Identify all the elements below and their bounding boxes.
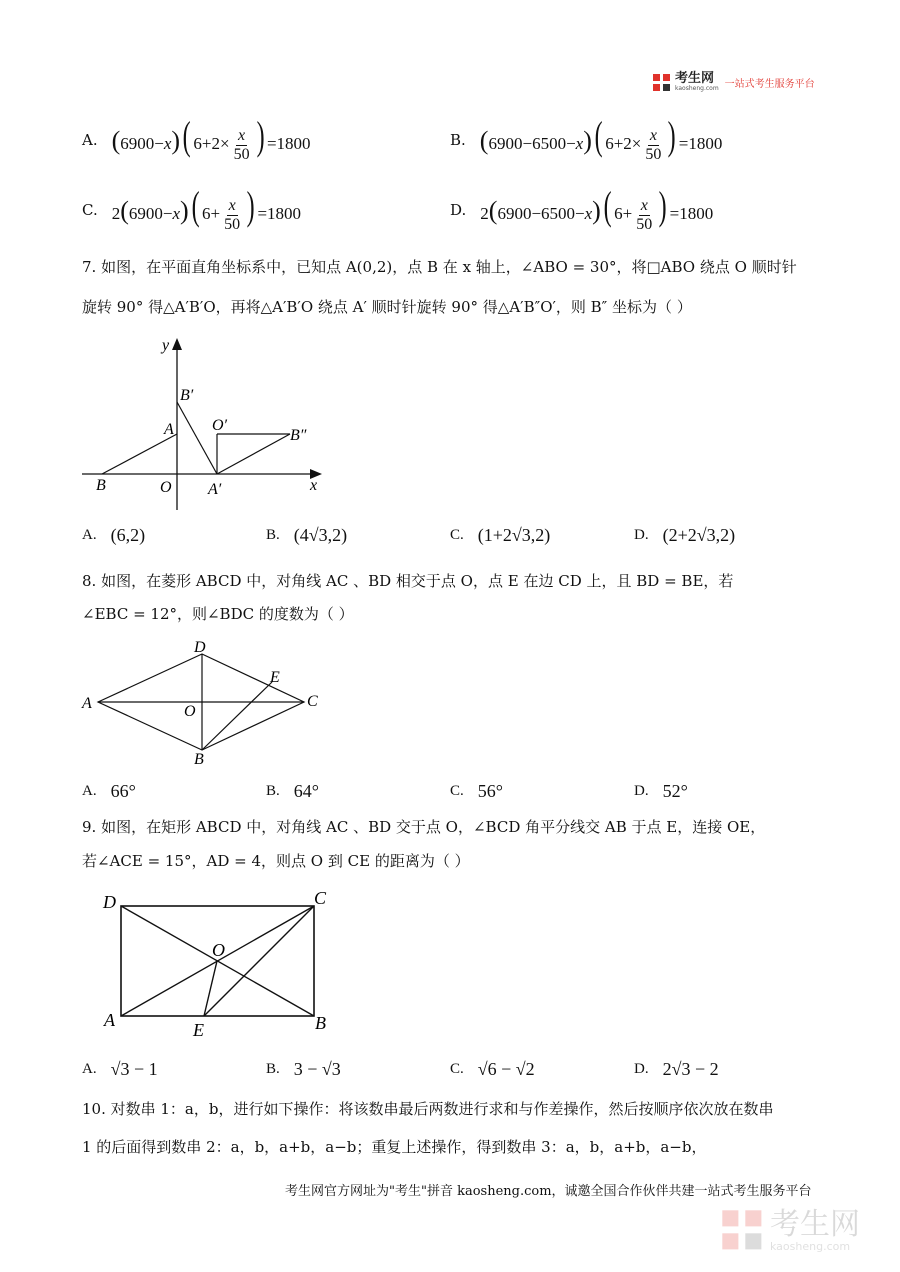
q7-option-d: D. (2+2√3,2) <box>634 524 736 545</box>
q7-label-B: B <box>96 477 106 494</box>
q6-option-d: D. 2(6900−6500−x)( 6+ $\frac{x}{50}$ ) =1800 <box>450 183 714 233</box>
logo-slogan: 一站式考生服务平台 <box>724 79 815 90</box>
q7-option-b: B. (4√3,2) <box>266 524 348 545</box>
q7-option-a: A. (6,2) <box>82 524 146 545</box>
q7-y-arrow <box>172 338 182 350</box>
q8-label-O: O <box>184 703 196 720</box>
watermark-domain: kaosheng.com <box>770 1240 851 1253</box>
footer-text: 考生网官方网址为"考生"拼音 kaosheng.com，诚邀全国合作伙伴共建一站式考生服务平台 <box>285 1184 812 1199</box>
q9-option-b: B. 3 − √3 <box>266 1058 341 1079</box>
q7-label-x: x <box>310 477 318 494</box>
q8-label-B: B <box>194 751 204 768</box>
q7-seg-BA <box>102 434 177 474</box>
q7-figure <box>78 330 338 515</box>
kaosheng-logo-icon <box>652 73 672 93</box>
q9-label-B: B <box>315 1013 326 1033</box>
q7-option-c: C. (1+2√3,2) <box>450 524 551 545</box>
q9-figure <box>100 884 340 1040</box>
q7-seg-BprimeAprime <box>177 402 217 474</box>
q7-label-O: O <box>160 479 172 496</box>
q8-option-d: D. 52° <box>634 780 688 801</box>
q6-option-b: B. (6900−6500−x)( 6+2× $\frac{x}{50}$ ) =1800 <box>450 113 723 163</box>
q10-line-2: 1 的后面得到数串 2：a，b，a+b，a−b；重复上述操作，得到数串 3：a，b，a+b，a−b， <box>82 1138 707 1156</box>
q8-line-2: ∠EBC = 12°，则∠BDC 的度数为（ ） <box>82 605 354 623</box>
q9-seg-CE <box>204 906 314 1016</box>
q7-label-Aprime: A′ <box>208 481 222 498</box>
q10-line-1: 10. 对数串 1：a，b，进行如下操作：将该数串最后两数进行求和与作差操作，然后按顺序依次放在数串 <box>82 1100 774 1118</box>
q9-option-a: A. √3 − 1 <box>82 1058 158 1079</box>
watermark <box>720 1208 860 1254</box>
q9-option-d: D. 2√3 − 2 <box>634 1058 719 1079</box>
q9-option-c: C. √6 − √2 <box>450 1058 535 1079</box>
q7-seg-AprimeBdprime <box>217 434 290 474</box>
header-logo <box>652 72 815 93</box>
q8-option-c: C. 56° <box>450 780 503 801</box>
q7-label-y: y <box>162 337 170 354</box>
q9-line-2: 若∠ACE = 15°，AD = 4，则点 O 到 CE 的距离为（ ） <box>82 852 470 870</box>
q8-option-b: B. 64° <box>266 780 319 801</box>
q8-label-C: C <box>307 693 318 710</box>
q9-label-C: C <box>314 888 327 908</box>
q9-label-A: A <box>104 1010 115 1030</box>
q9-label-E: E <box>193 1020 204 1040</box>
q9-label-D: D <box>103 892 116 912</box>
logo-name: 考生网 <box>675 71 715 86</box>
watermark-name: 考生网 <box>770 1207 860 1242</box>
q9-line-1: 9. 如图，在矩形 ABCD 中，对角线 AC 、BD 交于点 O，∠BCD 角平分线交 AB 于点 E，连接 OE， <box>82 818 766 836</box>
q9-seg-OE <box>204 961 217 1016</box>
q7-label-A: A <box>164 421 174 438</box>
q6-option-c: C. 2(6900−x)( 6+ $\frac{x}{50}$ ) =1800 <box>82 183 302 233</box>
q8-label-D: D <box>194 639 206 656</box>
q8-label-A: A <box>82 695 92 712</box>
q7-line-1: 7. 如图，在平面直角坐标系中，已知点 A(0,2)，点 B 在 x 轴上，∠ABO = 30°，将□ABO 绕点 O 顺时针 <box>82 258 797 276</box>
watermark-logo-icon <box>720 1208 766 1254</box>
q7-label-Oprime: O′ <box>212 417 228 434</box>
q8-option-a: A. 66° <box>82 780 136 801</box>
q8-line-1: 8. 如图，在菱形 ABCD 中，对角线 AC 、BD 相交于点 O，点 E 在边 CD 上，且 BD = BE，若 <box>82 572 734 590</box>
logo-domain: kaosheng.com <box>675 85 719 92</box>
q7-line-2: 旋转 90° 得△A′B′O，再将△A′B′O 绕点 A′ 顺时针旋转 90° 得△A′B″O′，则 B″ 坐标为（ ） <box>82 298 692 316</box>
q8-seg-BE <box>202 682 272 750</box>
q6-option-a: A. (6900−x)( 6+2× $\frac{x}{50}$ ) =1800 <box>82 113 311 163</box>
q8-figure <box>78 636 328 770</box>
q7-label-Bprime: B′ <box>180 387 194 404</box>
q9-label-O: O <box>212 940 225 960</box>
q7-label-Bdprime: B″ <box>290 427 307 444</box>
q8-label-E: E <box>270 669 280 686</box>
